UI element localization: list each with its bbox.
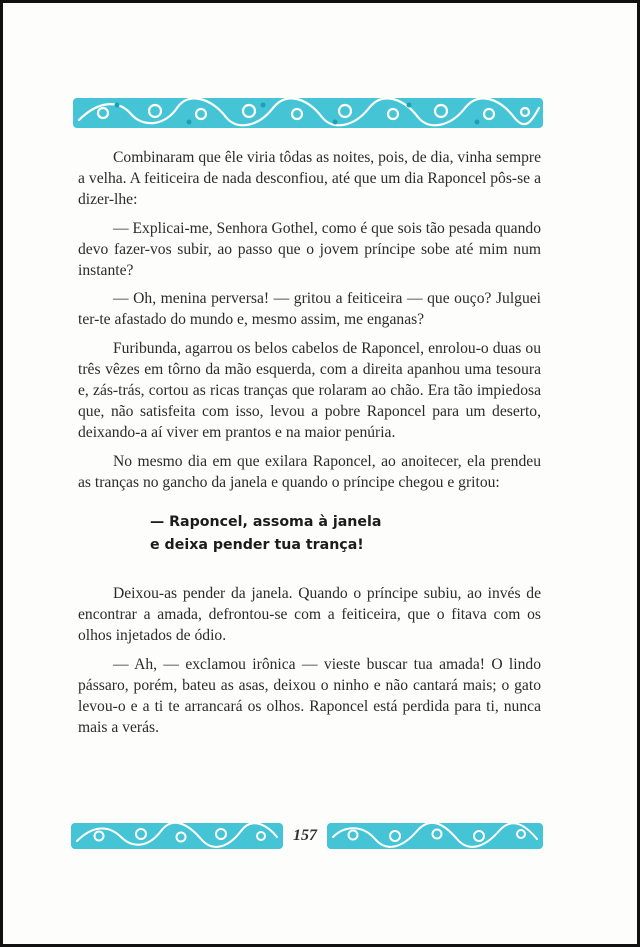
vine-band-ornament <box>71 821 283 851</box>
page-number: 157 <box>293 827 317 844</box>
vine-band-ornament <box>327 821 543 851</box>
paragraph: No mesmo dia em que exilara Raponcel, ao anoitecer, ela prendeu as tranças no gancho da janela e quando o príncipe chegou e gritou: <box>78 452 541 491</box>
paragraph: — Explicai-me, Senhora Gothel, como é que sois tão pesada quando devo fazer-vos subir, ao passo que o jovem príncipe sobe até mim num instante? <box>78 219 541 280</box>
spell-line: — Raponcel, assoma à janela <box>150 514 382 531</box>
paragraph: — Ah, — exclamou irônica — vieste buscar tua amada! O lindo pássaro, porém, bateu as asas, deixou o ninho e não cantará mais; o gato levou-o e a ti te arrancará os olhos. Raponcel está perdida para ti, nunca mais a verás. <box>78 655 541 737</box>
page-footer <box>71 818 543 856</box>
paragraph: Combinaram que êle viria tôdas as noites, pois, de dia, vinha sempre a velha. A feiticeira de nada desconfiou, até que um dia Raponcel pôs-se a dizer-lhe: <box>78 149 541 209</box>
paragraph: Deixou-as pender da janela. Quando o príncipe subiu, ao invés de encontrar a amada, defrontou-se com a feiticeira, que o fitava com os olhos injetados de ódio. <box>78 585 541 645</box>
spell-line: e deixa pender tua trança! <box>150 537 364 554</box>
story-text <box>78 147 541 738</box>
paragraph: Furibunda, agarrou os belos cabelos de Raponcel, enrolou-o duas ou três vêzes em tôrno da mão esquerda, com a direita apanhou uma tesoura e, zás-trás, cortou as ricas tranças que rolaram ao chão. Era tão impiedosa que, não satisfeita com isso, levou a pobre Raponcel para um deserto, deixando-a aí viver em prantos e na maior penúria. <box>78 339 541 442</box>
paragraph: — Oh, menina perversa! — gritou a feiticeira — que ouço? Julguei ter-te afastado do mundo e, mesmo assim, me enganas? <box>78 290 541 329</box>
vine-band-ornament <box>73 96 543 130</box>
spell-verse <box>150 511 541 557</box>
